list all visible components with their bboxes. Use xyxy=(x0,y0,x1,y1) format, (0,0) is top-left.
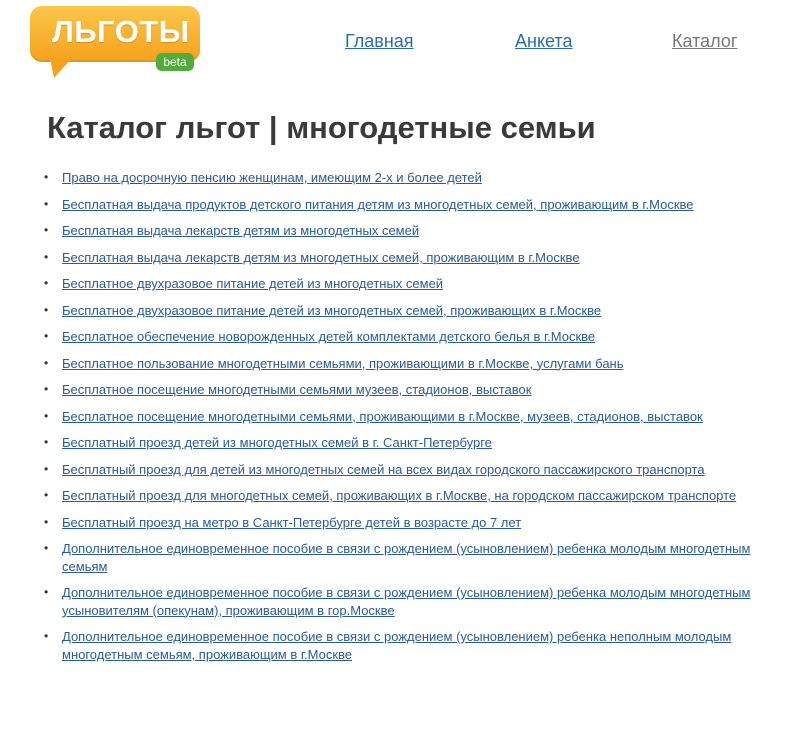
benefit-link[interactable]: Бесплатный проезд для детей из многодетных семей на всех видах городского пассажирского транспорта xyxy=(62,461,705,477)
benefit-link[interactable]: Бесплатная выдача лекарств детям из многодетных семей, проживающим в г.Москве xyxy=(62,249,580,265)
bullet-icon: • xyxy=(44,629,49,643)
list-item xyxy=(44,514,796,532)
bullet-icon: • xyxy=(44,382,49,396)
bullet-icon: • xyxy=(44,514,49,529)
bullet-icon: • xyxy=(44,276,49,290)
bullet-icon: • xyxy=(44,170,49,184)
list-item xyxy=(44,275,796,293)
bullet-icon: • xyxy=(44,585,49,599)
benefit-link[interactable]: Бесплатное пользование многодетными семьями, проживающими в г.Москве, услугами бань xyxy=(62,355,624,371)
list-item xyxy=(44,540,796,575)
benefit-link[interactable]: Бесплатная выдача продуктов детского питания детям из многодетных семей, проживающим в г.Москве xyxy=(62,196,694,212)
list-item xyxy=(44,249,796,267)
site-logo[interactable] xyxy=(30,6,202,80)
list-item xyxy=(44,196,796,214)
list-item xyxy=(44,302,796,320)
list-item xyxy=(44,169,796,187)
bullet-icon: • xyxy=(44,408,49,423)
bullet-icon: • xyxy=(44,355,49,370)
beta-badge: beta xyxy=(156,53,194,71)
benefit-link[interactable]: Дополнительное единовременное пособие в связи с рождением (усыновлением) ребенка молодым многодетным семьям xyxy=(62,541,751,574)
benefit-link[interactable]: Право на досрочную пенсию женщинам, имеющим 2-х и более детей xyxy=(62,170,482,185)
benefit-link[interactable]: Бесплатный проезд детей из многодетных семей в г. Санкт-Петербурге xyxy=(62,435,492,450)
bullet-icon: • xyxy=(44,196,49,211)
list-item xyxy=(44,328,796,346)
bullet-icon: • xyxy=(44,435,49,449)
benefit-link[interactable]: Бесплатное обеспечение новорожденных детей комплектами детского белья в г.Москве xyxy=(62,329,596,344)
list-item xyxy=(44,434,796,452)
list-item xyxy=(44,355,796,373)
nav-link-form[interactable]: Анкета xyxy=(515,31,573,51)
list-item xyxy=(44,487,796,505)
page-title: Каталог льгот | многодетные семьи xyxy=(47,110,596,145)
bullet-icon: • xyxy=(44,329,49,343)
benefit-link[interactable]: Дополнительное единовременное пособие в связи с рождением (усыновлением) ребенка молодым многодетным усыновителям (опекунам), проживающим в гор.Москве xyxy=(62,585,751,618)
bullet-icon: • xyxy=(44,223,49,237)
benefit-link[interactable]: Бесплатное двухразовое питание детей из многодетных семей, проживающих в г.Москве xyxy=(62,302,602,318)
benefit-link[interactable]: Бесплатный проезд для многодетных семей, проживающих в г.Москве, на городском пассажирском транспорте xyxy=(62,488,737,503)
nav-link-home[interactable]: Главная xyxy=(345,31,414,51)
bullet-icon: • xyxy=(44,249,49,264)
benefit-link[interactable]: Бесплатная выдача лекарств детям из многодетных семей xyxy=(62,223,420,238)
logo-speech-bubble-tail xyxy=(50,58,72,78)
list-item xyxy=(44,381,796,399)
benefit-link[interactable]: Дополнительное единовременное пособие в связи с рождением (усыновлением) ребенка неполным молодым многодетным семьям, проживающим в г.Москве xyxy=(62,629,732,662)
benefit-link[interactable]: Бесплатное посещение многодетными семьями, проживающими в г.Москве, музеев, стадионов, выставок xyxy=(62,408,703,424)
benefit-link[interactable]: Бесплатное двухразовое питание детей из многодетных семей xyxy=(62,276,444,291)
benefit-link[interactable]: Бесплатный проезд на метро в Санкт-Петербурге детей в возрасте до 7 лет xyxy=(62,514,522,530)
list-item xyxy=(44,584,796,619)
list-item xyxy=(44,461,796,479)
bullet-icon: • xyxy=(44,461,49,476)
bullet-icon: • xyxy=(44,541,49,555)
nav-link-catalog[interactable]: Каталог xyxy=(672,31,738,51)
benefits-list xyxy=(44,169,796,672)
bullet-icon: • xyxy=(44,488,49,502)
list-item xyxy=(44,408,796,426)
list-item xyxy=(44,628,796,663)
logo-text: ЛЬГОТЫ xyxy=(52,14,190,49)
list-item xyxy=(44,222,796,240)
bullet-icon: • xyxy=(44,302,49,317)
benefit-link[interactable]: Бесплатное посещение многодетными семьями музеев, стадионов, выставок xyxy=(62,382,532,397)
